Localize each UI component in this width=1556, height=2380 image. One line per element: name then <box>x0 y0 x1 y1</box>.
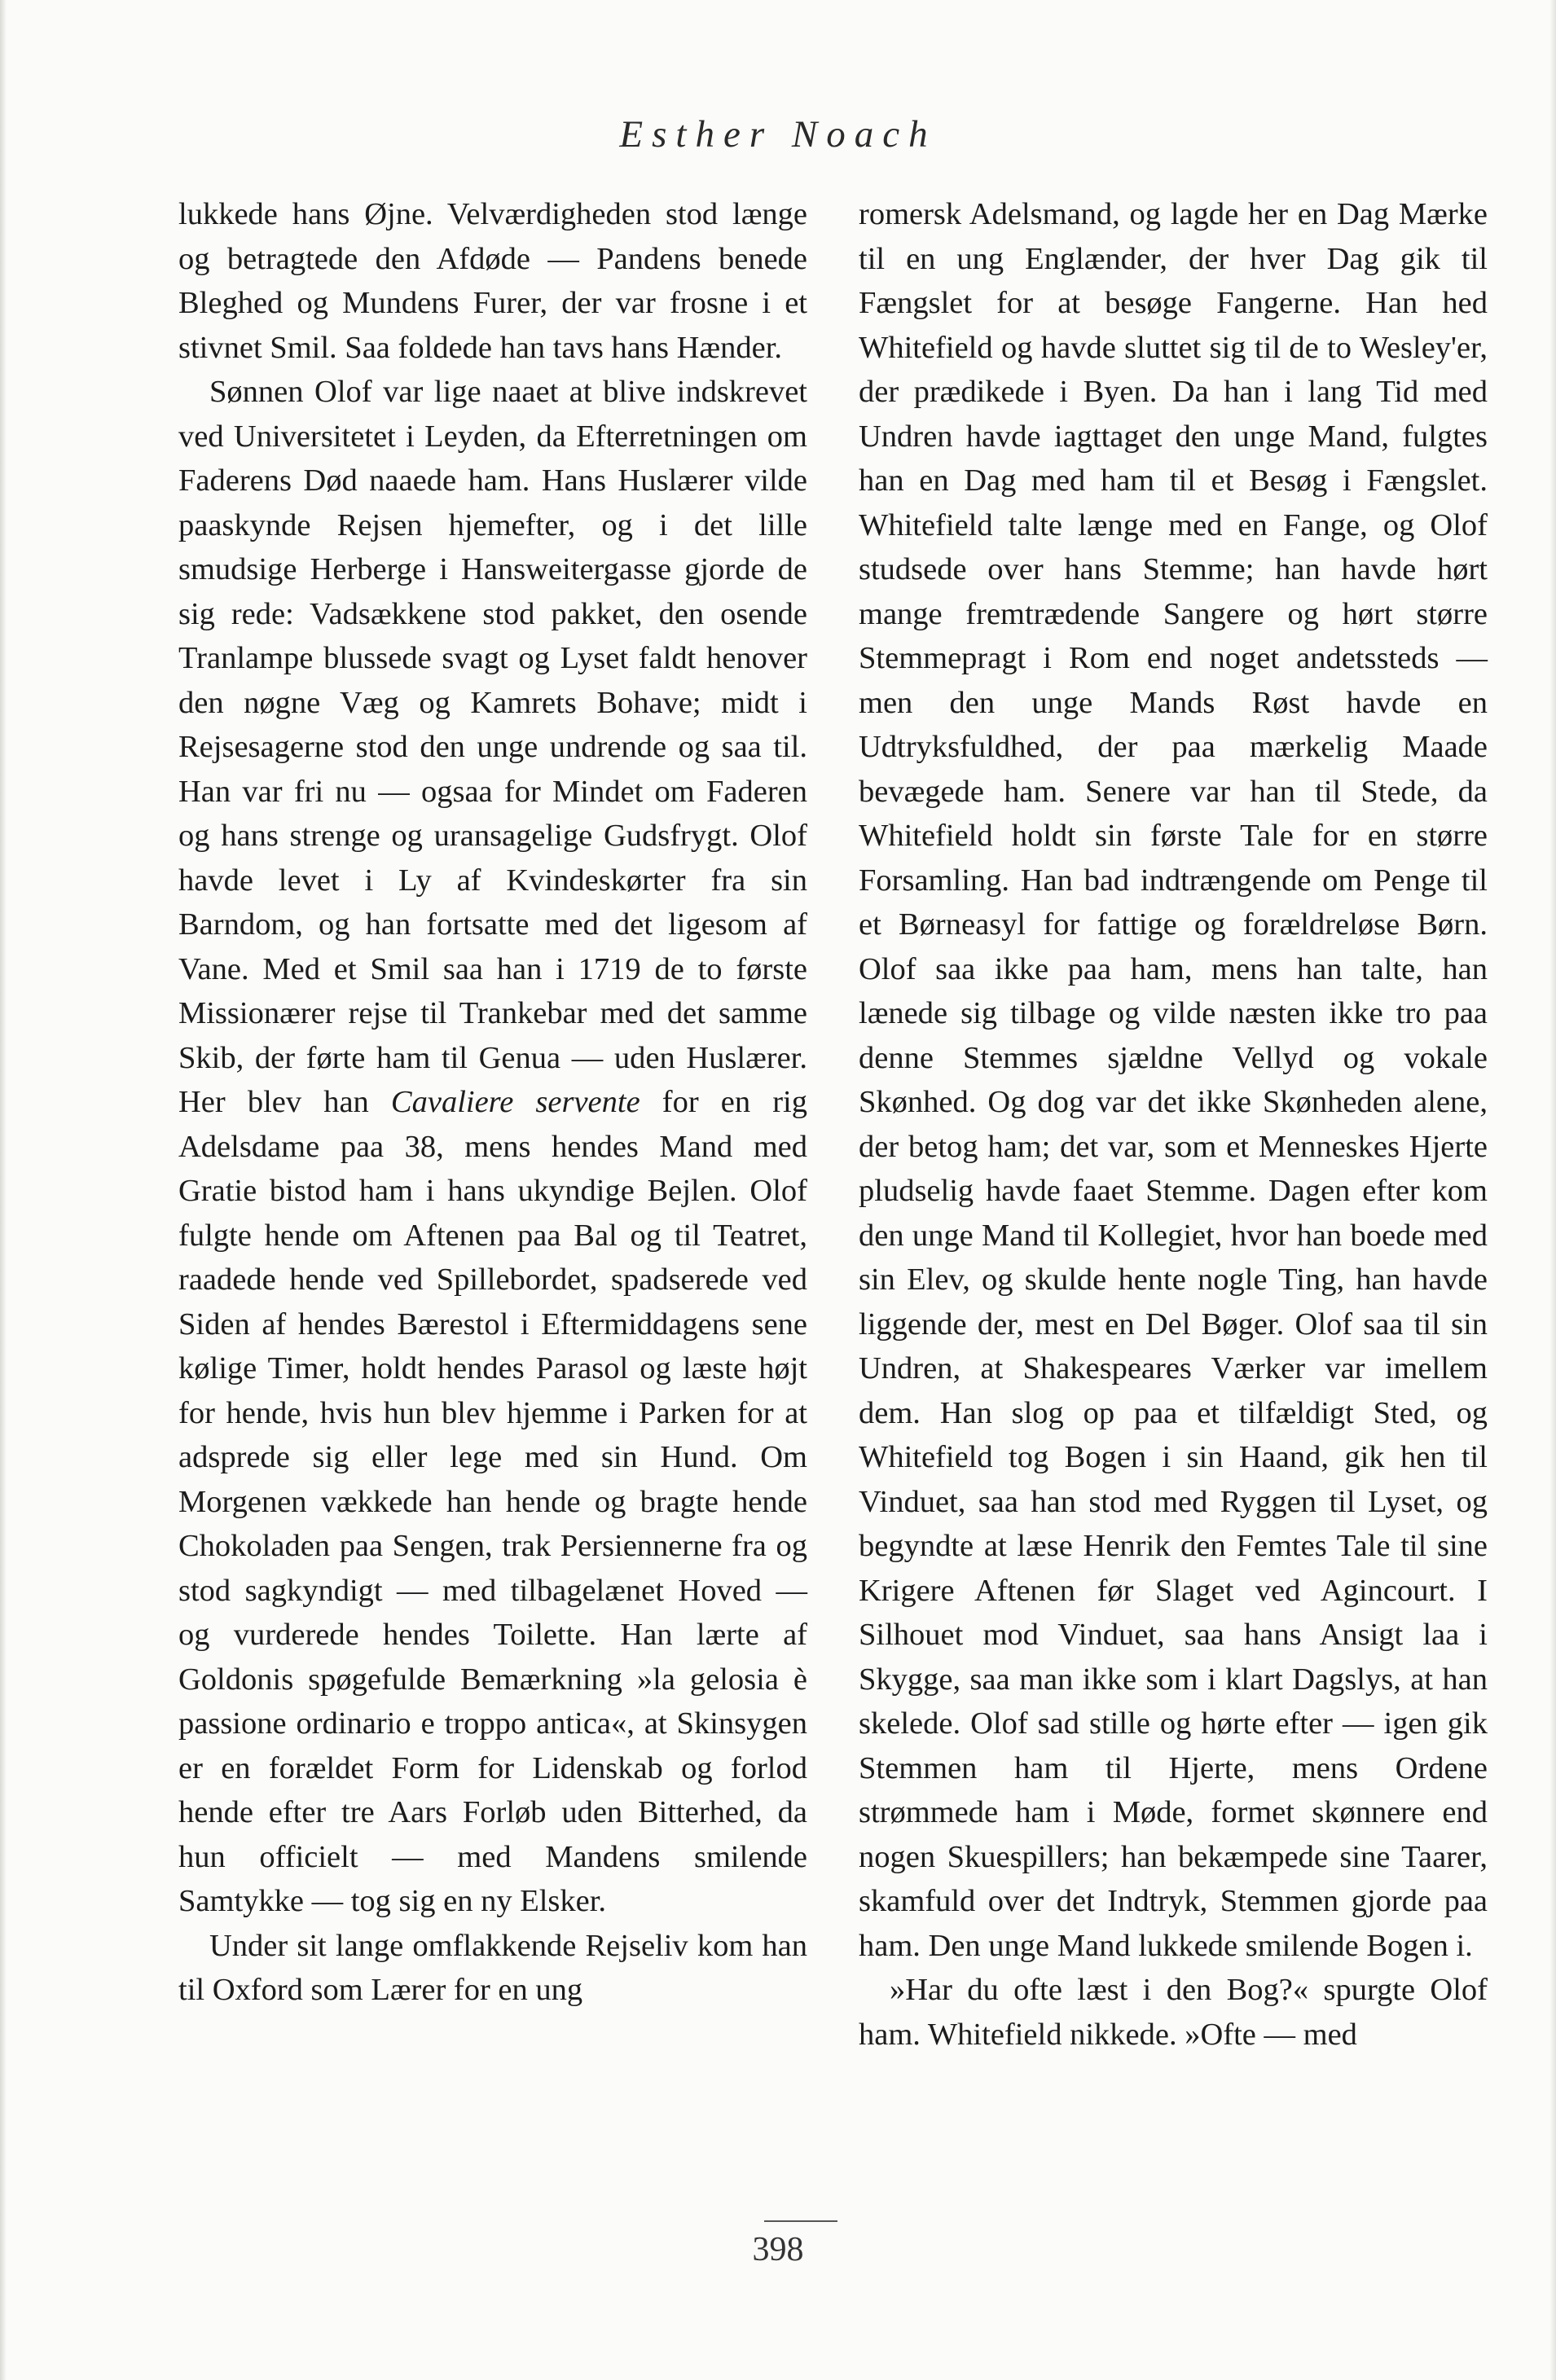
page-number: 398 <box>752 2231 804 2268</box>
left-column <box>178 192 807 2013</box>
paragraph <box>178 370 807 1924</box>
folio-rule <box>764 2220 837 2222</box>
right-column <box>859 192 1488 2057</box>
italic-phrase: Cavaliere servente <box>390 1085 640 1119</box>
paragraph: romersk Adelsmand, og lagde her en Dag Mærke til en ung Englænder, der hver Dag gik til Fængslet for at besøge Fangerne. Han hed Whitefield og havde sluttet sig til de to Wesley'er, der prædikede i Byen. Da han i lang Tid med Undren havde iagttaget den unge Mand, fulgtes han en Dag med ham til et Besøg i Fængslet. Whitefield talte længe med en Fange, og Olof studsede over hans Stemme; han havde hørt mange fremtrædende Sangere og hørt større Stemmepragt i Rom end noget andetssteds — men den unge Mands Røst havde en Udtryksfuldhed, der paa mærkelig Maade bevægede ham. Senere var han til Stede, da Whitefield holdt sin første Tale for en større Forsamling. Han bad indtrængende om Penge til et Børneasyl for fattige og forældreløse Børn. Olof saa ikke paa ham, mens han talte, han lænede sig tilbage og vilde næsten ikke tro paa denne Stemmes sjældne Vellyd og vokale Skønhed. Og dog var det ikke Skønheden alene, der betog ham; det var, som et Menneskes Hjerte pludselig havde faaet Stemme. Dagen efter kom den unge Mand til Kollegiet, hvor han boede med sin Elev, og skulde hente nogle Ting, han havde liggende der, mest en Del Bøger. Olof saa til sin Undren, at Shakespeares Værker var imellem dem. Han slog op paa et tilfældigt Sted, og Whitefield tog Bogen i sin Haand, gik hen til Vinduet, saa han stod med Ryggen til Lyset, og begyndte at læse Henrik den Femtes Tale til sine Krigere Aftenen før Slaget ved Agincourt. I Silhouet mod Vinduet, saa hans Ansigt laa i Skygge, saa man ikke som i klart Dagslys, at han skelede. Olof sad stille og hørte efter — igen gik Stemmen ham til Hjerte, mens Ordene strømmede ham i Møde, formet skønnere end nogen Skuespillers; han bekæmpede sine Taarer, skamfuld over det Indtryk, Stemmen gjorde paa ham. Den unge Mand lukkede smilende Bogen i. <box>859 197 1488 1963</box>
running-header: Esther Noach <box>619 113 937 156</box>
paragraph: lukkede hans Øjne. Velværdigheden stod længe og betragtede den Afdøde — Pandens benede Bleghed og Mundens Furer, der var frosne i et stivnet Smil. Saa foldede han tavs hans Hænder. <box>178 197 807 365</box>
paragraph-text: Sønnen Olof var lige naaet at blive indskrevet ved Universitetet i Leyden, da Efterretningen om Faderens Død naaede ham. Hans Huslærer vilde paaskynde Rejsen hjemefter, og i det lille smudsige Herberge i Hansweitergasse gjorde de sig rede: Vadsækkene stod pakket, den osende Tranlampe blussede svagt og Lyset faldt henover den nøgne Væg og Kamrets Bohave; midt i Rejsesagerne stod den unge undrende og saa til. Han var fri nu — ogsaa for Mindet om Faderen og hans strenge og uransagelige Gudsfrygt. Olof havde levet i Ly af Kvindeskørter fra sin Barndom, og han fortsatte med det ligesom af Vane. Med et Smil saa han i 1719 de to første Missionærer rejse til Trankebar med det samme Skib, der førte ham til Genua — uden Huslærer. Her blev han <box>178 375 807 1119</box>
page-edge-left <box>0 0 7 2380</box>
paragraph: »Har du ofte læst i den Bog?« spurgte Olof ham. Whitefield nikkede. »Ofte — med <box>859 1973 1488 2052</box>
paragraph: Under sit lange omflakkende Rejseliv kom han til Oxford som Lærer for en ung <box>178 1928 807 2007</box>
paragraph-text: for en rig Adelsdame paa 38, mens hendes Mand med Gratie bistod ham i hans ukyndige Bejlen. Olof fulgte hende om Aftenen paa Bal og til Teatret, raadede hende ved Spillebordet, spadserede ved Siden af hendes Bærestol i Eftermiddagens sene kølige Timer, holdt hendes Parasol og læste højt for hende, hvis hun blev hjemme i Parken for at adsprede sig eller lege med sin Hund. Om Morgenen vækkede han hende og bragte hende Chokoladen paa Sengen, trak Persiennerne fra og stod sagkyndigt — med tilbagelænet Hoved — og vurderede hendes Toilette. Han lærte af Goldonis spøgefulde Bemærkning »la gelosia è passione ordinario e troppo antica«, at Skinsygen er en forældet Form for Lidenskab og forlod hende efter tre Aars Forløb uden Bitterhed, da hun officielt — med Mandens smilende Samtykke — tog sig en ny Elsker. <box>178 1085 808 1918</box>
page-edge-right <box>1549 0 1556 2380</box>
